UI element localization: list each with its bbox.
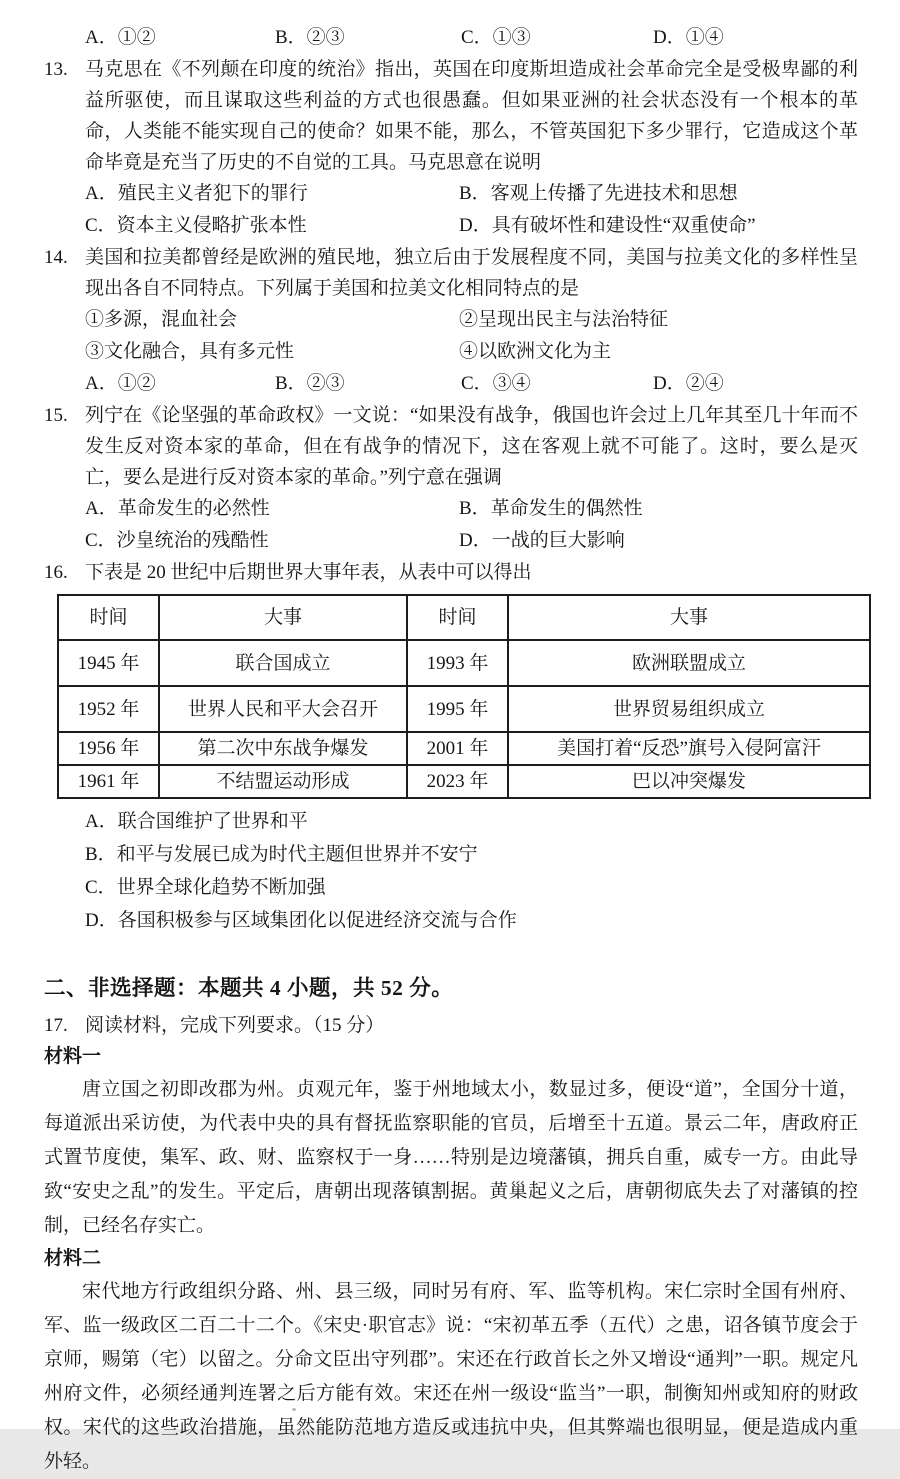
material-1-label: 材料一 xyxy=(44,1046,102,1067)
option-b: B．和平与发展已成为时代主题但世界并不安宁 xyxy=(85,844,478,865)
table-cell: 1945 年 xyxy=(58,640,159,686)
table-row xyxy=(58,640,870,686)
table-header-cell: 时间 xyxy=(407,595,508,640)
carryover-options-row xyxy=(44,22,858,54)
table-cell: 世界贸易组织成立 xyxy=(508,686,870,732)
question-14 xyxy=(44,242,858,400)
option-b: B．②③ xyxy=(275,373,345,394)
table-cell: 欧洲联盟成立 xyxy=(508,640,870,686)
option-c: C．①③ xyxy=(461,27,531,48)
option-a: A．①② xyxy=(85,373,156,394)
option-d: D．②④ xyxy=(653,373,724,394)
question-13-options xyxy=(44,178,858,242)
table-cell: 不结盟运动形成 xyxy=(159,765,407,798)
table-row xyxy=(58,732,870,765)
question-stem: 下表是 20 世纪中后期世界大事年表，从表中可以得出 xyxy=(85,562,532,583)
table-row xyxy=(58,765,870,798)
table-header-row xyxy=(58,595,870,640)
option-d: D．一战的巨大影响 xyxy=(459,530,625,551)
question-15 xyxy=(44,400,858,557)
question-13 xyxy=(44,54,858,242)
table-cell: 联合国成立 xyxy=(159,640,407,686)
question-14-options xyxy=(44,368,858,400)
question-number: 14. xyxy=(44,247,68,268)
option-c: C．沙皇统治的残酷性 xyxy=(85,530,269,551)
table-header-cell: 大事 xyxy=(508,595,870,640)
question-stem: 美国和拉美都曾经是欧洲的殖民地，独立后由于发展程度不同，美国与拉美文化的多样性呈现出各自不同特点。下列属于美国和拉美文化相同特点的是 xyxy=(85,247,858,299)
table-cell: 1995 年 xyxy=(407,686,508,732)
table-header-cell: 时间 xyxy=(58,595,159,640)
option-d: D．各国积极参与区域集团化以促进经济交流与合作 xyxy=(85,910,517,931)
question-number: 17. xyxy=(44,1015,68,1036)
option-d: D．①④ xyxy=(653,27,724,48)
option-c: C．世界全球化趋势不断加强 xyxy=(85,877,326,898)
table-cell: 巴以冲突爆发 xyxy=(508,765,870,798)
question-16-options xyxy=(44,805,858,937)
option-a: A．联合国维护了世界和平 xyxy=(85,811,308,832)
table-cell: 1993 年 xyxy=(407,640,508,686)
question-number: 15. xyxy=(44,405,68,426)
option-b: B．②③ xyxy=(275,27,345,48)
table-cell: 1956 年 xyxy=(58,732,159,765)
option-c: C．资本主义侵略扩张本性 xyxy=(85,215,307,236)
option-a: A．①② xyxy=(85,27,156,48)
question-number: 16. xyxy=(44,562,68,583)
scan-artifact-dot xyxy=(292,1408,296,1411)
option-b: B．客观上传播了先进技术和思想 xyxy=(459,183,738,204)
question-stem: 列宁在《论坚强的革命政权》一文说：“如果没有战争，俄国也许会过上几年其至几十年而不发生反对资本家的革命，但在有战争的情况下，这在客观上就不可能了。这时，要么是灭亡，要么是进行反对资本家的革命。”列宁意在强调 xyxy=(85,405,858,488)
material-2-text: 宋代地方行政组织分路、州、县三级，同时另有府、军、监等机构。宋仁宗时全国有州府、军、监一级政区二百二十二个。《宋史·职官志》说：“宋初革五季（五代）之患，诏各镇节度会于京师，赐第（宅）以留之。分命文臣出守列郡”。宋还在行政首长之外又增设“通判”一职。规定凡州府文件，必须经通判连署之后方能有效。宋还在州一级设“监当”一职，制衡知州或知府的财政权。宋代的这些政治措施，虽然能防范地方造反或违抗中央，但其弊端也很明显，便是造成内重外轻。 xyxy=(44,1281,858,1472)
item-3: ③文化融合，具有多元性 xyxy=(85,341,295,362)
question-16 xyxy=(44,557,858,937)
table-header-cell: 大事 xyxy=(159,595,407,640)
item-4: ④以欧洲文化为主 xyxy=(459,341,612,362)
option-d: D．具有破坏性和建设性“双重使命” xyxy=(459,215,756,236)
table-row xyxy=(58,686,870,732)
table-cell: 美国打着“反恐”旗号入侵阿富汗 xyxy=(508,732,870,765)
option-a: A．殖民主义者犯下的罪行 xyxy=(85,183,308,204)
table-cell: 世界人民和平大会召开 xyxy=(159,686,407,732)
table-cell: 1961 年 xyxy=(58,765,159,798)
question-number: 13. xyxy=(44,59,68,80)
question-17 xyxy=(44,1010,858,1479)
option-b: B．革命发生的偶然性 xyxy=(459,498,643,519)
question-14-items xyxy=(44,304,858,368)
material-2-label: 材料二 xyxy=(44,1248,102,1269)
table-cell: 2023 年 xyxy=(407,765,508,798)
question-intro: 阅读材料，完成下列要求。（15 分） xyxy=(85,1015,385,1036)
option-a: A．革命发生的必然性 xyxy=(85,498,270,519)
question-stem: 马克思在《不列颠在印度的统治》指出，英国在印度斯坦造成社会革命完全是受极卑鄙的利益所驱使，而且谋取这些利益的方式也很愚蠢。但如果亚洲的社会状态没有一个根本的革命，人类能不能实现自己的使命？如果不能，那么，不管英国犯下多少罪行，它造成这个革命毕竟是充当了历史的不自觉的工具。马克思意在说明 xyxy=(85,59,858,173)
table-cell: 2001 年 xyxy=(407,732,508,765)
table-cell: 第二次中东战争爆发 xyxy=(159,732,407,765)
table-cell: 1952 年 xyxy=(58,686,159,732)
question-15-options xyxy=(44,493,858,557)
item-2: ②呈现出民主与法治特征 xyxy=(459,309,669,330)
material-1-text: 唐立国之初即改郡为州。贞观元年，鉴于州地域太小，数显过多，便设“道”，全国分十道，每道派出采访使，为代表中央的具有督抚监察职能的官员，后增至十五道。景云二年，唐政府正式置节度使，集军、政、财、监察权于一身……特别是边境藩镇，拥兵自重，威专一方。由此导致“安史之乱”的发生。平定后，唐朝出现落镇割据。黄巢起义之后，唐朝彻底失去了对藩镇的控制，已经名存实亡。 xyxy=(44,1079,858,1236)
section-2-heading: 二、非选择题：本题共 4 小题，共 52 分。 xyxy=(44,976,454,1000)
events-table xyxy=(57,594,871,799)
option-c: C．③④ xyxy=(461,373,531,394)
item-1: ①多源，混血社会 xyxy=(85,309,238,330)
